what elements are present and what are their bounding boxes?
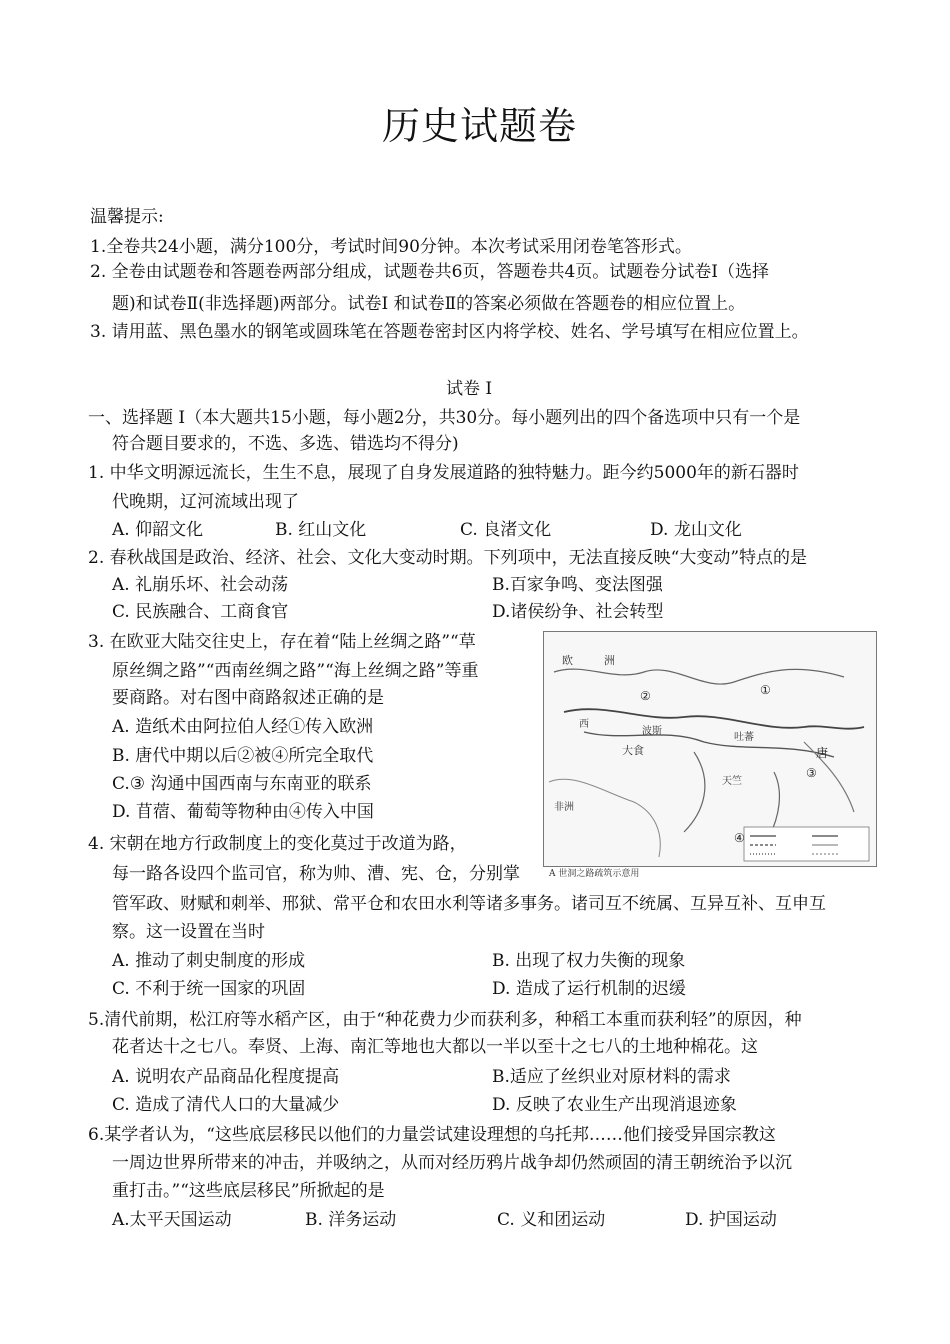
page-title: 历史试题卷 xyxy=(382,104,578,148)
map-label: 唐 xyxy=(816,746,829,760)
q2-option-b[interactable]: B.百家争鸣、变法图强 xyxy=(492,575,663,595)
q4-option-c[interactable]: C. 不利于统一国家的巩固 xyxy=(112,979,306,999)
q3-option-b[interactable]: B. 唐代中期以后②被④所完全取代 xyxy=(112,746,374,766)
tip-line: 2. 全卷由试题卷和答题卷两部分组成，试题卷共6页，答题卷共4页。试题卷分试卷I（选择 xyxy=(90,262,769,282)
map-label: 吐蕃 xyxy=(734,732,754,743)
q2-option-d[interactable]: D.诸侯纷争、社会转型 xyxy=(492,602,664,622)
question-6-stem: 一周边世界所带来的冲击，并吸纳之，从而对经历鸦片战争却仍然顽固的清王朝统治予以沉 xyxy=(112,1153,792,1173)
q6-option-d[interactable]: D. 护国运动 xyxy=(685,1210,777,1230)
map-route-marker: ④ xyxy=(734,831,745,845)
map-label: 天竺 xyxy=(722,776,742,787)
q4-option-a[interactable]: A. 推动了刺史制度的形成 xyxy=(112,951,306,971)
question-4-stem: 管军政、财赋和刺举、邢狱、常平仓和农田水利等诸多事务。诸司互不统属、互异互补、互申互 xyxy=(112,894,826,914)
tip-line: 3. 请用蓝、黑色墨水的钢笔或圆珠笔在答题卷密封区内将学校、姓名、学号填写在相应位置上。 xyxy=(90,322,809,342)
q1-option-b[interactable]: B. 红山文化 xyxy=(275,520,367,540)
map-route-marker: ① xyxy=(760,683,771,697)
q6-option-a[interactable]: A.太平天国运动 xyxy=(112,1210,232,1230)
q5-option-a[interactable]: A. 说明农产品商品化程度提高 xyxy=(112,1067,340,1087)
question-3-stem: 3. 在欧亚大陆交往史上，存在着“陆上丝绸之路”“草 xyxy=(88,632,476,652)
map-caption: A 世洞之路疏筑示意用 xyxy=(549,869,640,879)
q2-option-a[interactable]: A. 礼崩乐坏、社会动荡 xyxy=(112,575,289,595)
q4-option-b[interactable]: B. 出现了权力失衡的现象 xyxy=(492,951,686,971)
section-title: 试卷 I xyxy=(446,379,493,399)
question-3-stem: 原丝绸之路”“西南丝绸之路”“海上丝绸之路”等重 xyxy=(112,661,479,681)
q1-option-c[interactable]: C. 良渚文化 xyxy=(460,520,552,540)
map-drawing xyxy=(544,632,876,866)
q5-option-b[interactable]: B.适应了丝织业对原材料的需求 xyxy=(492,1067,731,1087)
q1-option-a[interactable]: A. 仰韶文化 xyxy=(112,520,204,540)
q6-option-b[interactable]: B. 洋务运动 xyxy=(305,1210,397,1230)
map-label: 欧 xyxy=(562,654,573,667)
q6-option-c[interactable]: C. 义和团运动 xyxy=(497,1210,606,1230)
question-2-stem: 2. 春秋战国是政治、经济、社会、文化大变动时期。下列项中，无法直接反映“大变动”特点的是 xyxy=(88,548,808,568)
q3-option-a[interactable]: A. 造纸术由阿拉伯人经①传入欧洲 xyxy=(112,717,374,737)
map-label: 非洲 xyxy=(554,802,574,813)
map-label: 洲 xyxy=(604,654,615,667)
tip-line: 1.全卷共24小题，满分100分，考试时间90分钟。本次考试采用闭卷笔答形式。 xyxy=(90,237,692,257)
question-5-stem: 花者达十之七八。奉贤、上海、南汇等地也大都以一半以至十之七八的土地种棉花。这 xyxy=(112,1037,758,1057)
map-label: 波斯 xyxy=(642,726,662,737)
silk-road-map xyxy=(543,631,877,867)
question-4-stem: 每一路各设四个监司官，称为帅、漕、宪、仓，分别掌 xyxy=(112,864,520,884)
map-label: 大食 xyxy=(622,744,644,757)
q5-option-d[interactable]: D. 反映了农业生产出现消退迹象 xyxy=(492,1095,737,1115)
question-4-stem: 察。这一设置在当时 xyxy=(112,922,265,942)
question-6-stem: 6.某学者认为，“这些底层移民以他们的力量尝试建设理想的乌托邦……他们接受异国宗教这 xyxy=(88,1125,776,1145)
q1-option-d[interactable]: D. 龙山文化 xyxy=(650,520,742,540)
question-6-stem: 重打击。”“这些底层移民”所掀起的是 xyxy=(112,1181,385,1201)
map-label: 西 xyxy=(579,719,589,730)
q3-option-c[interactable]: C.③ 沟通中国西南与东南亚的联系 xyxy=(112,774,372,794)
part-instructions: 符合题目要求的，不选、多选、错选均不得分) xyxy=(112,434,459,454)
tip-line: 题)和试卷Ⅱ(非选择题)两部分。试卷I 和试卷Ⅱ的答案必须做在答题卷的相应位置上。 xyxy=(112,294,746,314)
map-route-marker: ② xyxy=(640,689,651,703)
tips-heading: 温馨提示: xyxy=(90,207,164,227)
q4-option-d[interactable]: D. 造成了运行机制的迟缓 xyxy=(492,979,686,999)
part-instructions: 一、选择题 I（本大题共15小题，每小题2分，共30分。每小题列出的四个备选项中只有一个是 xyxy=(88,408,801,428)
map-route-marker: ③ xyxy=(806,766,817,780)
question-1-stem: 1. 中华文明源远流长，生生不息，展现了自身发展道路的独特魅力。距今约5000年的新石器时 xyxy=(88,463,799,483)
question-1-stem: 代晚期，辽河流域出现了 xyxy=(112,492,299,512)
question-3-stem: 要商路。对右图中商路叙述正确的是 xyxy=(112,688,384,708)
q3-option-d[interactable]: D. 苜蓿、葡萄等物种由④传入中国 xyxy=(112,802,374,822)
question-4-stem: 4. 宋朝在地方行政制度上的变化莫过于改道为路， xyxy=(88,834,467,854)
q5-option-c[interactable]: C. 造成了清代人口的大量减少 xyxy=(112,1095,340,1115)
q2-option-c[interactable]: C. 民族融合、工商食官 xyxy=(112,602,289,622)
question-5-stem: 5.清代前期，松江府等水稻产区，由于“种花费力少而获利多，种稻工本重而获利轻”的原因，种 xyxy=(88,1010,802,1030)
